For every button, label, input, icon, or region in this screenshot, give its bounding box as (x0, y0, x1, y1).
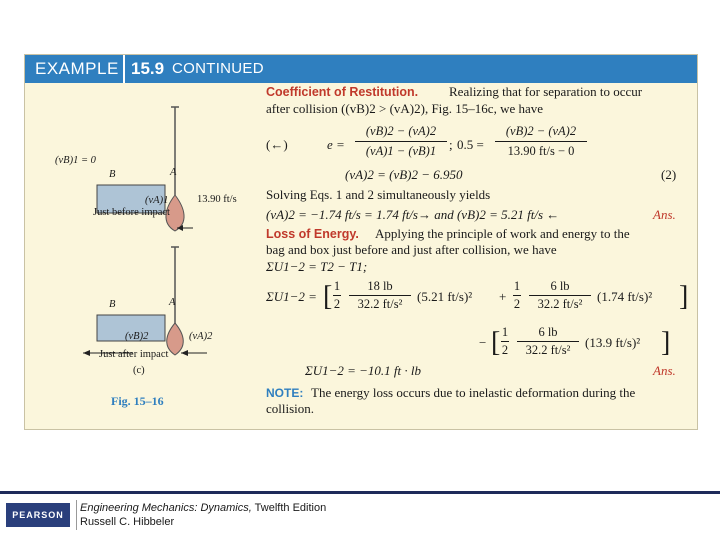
half-bar-b (513, 295, 521, 296)
book-title (80, 502, 326, 514)
ans-energy: Ans. (653, 363, 676, 378)
ans-velocity: Ans. (653, 207, 676, 222)
frac-b-bar (529, 295, 591, 296)
energy-heading: Loss of Energy. (266, 227, 359, 241)
example-label: EXAMPLE (35, 59, 119, 78)
half-den-b: 2 (513, 297, 521, 311)
frac1-bar (355, 141, 447, 142)
va2-label: (vA)2 (189, 331, 213, 342)
equation-2-number: (2) (661, 167, 677, 182)
velocity-results: (vA)2 = −1.74 ft/s = 1.74 ft/s→ and (vB)2 = 5.21 ft/s ← (266, 207, 560, 222)
energy-intro-1: Applying the principle of work and energy to the (375, 226, 630, 241)
frac2-denominator: 13.90 ft/s − 0 (507, 144, 575, 158)
bracket-close-a: ] (679, 281, 689, 312)
restitution-heading: Coefficient of Restitution. (266, 85, 419, 99)
frac2-numerator: (vB)2 − (vA)2 (505, 124, 577, 138)
box-b-bottom-label: B (109, 299, 116, 310)
velocity-arrowhead-vb2 (83, 350, 90, 356)
term-b: (1.74 ft/s)² (597, 289, 653, 304)
half-num-b: 1 (513, 279, 521, 293)
frac-b-num: 6 lb (550, 279, 570, 293)
frac-a-bar (349, 295, 411, 296)
book-author: Russell C. Hibbeler (80, 516, 175, 528)
example-panel (24, 54, 698, 430)
continued-label: CONTINUED (172, 60, 264, 77)
after-caption: Just after impact (99, 349, 169, 360)
va1-label: (vA)1 (145, 195, 169, 206)
example-header (25, 55, 697, 83)
header-divider (123, 55, 125, 83)
restitution-value: 0.5 = (457, 137, 484, 152)
vb2-label: (vB)2 (125, 331, 149, 342)
bag-a-bottom-label: A (169, 297, 176, 308)
bracket-open: [ (323, 281, 333, 312)
book-edition: Twelfth Edition (251, 502, 327, 514)
figure-sub-label: (c) (133, 365, 145, 376)
frac-c-den: 32.2 ft/s² (525, 343, 571, 357)
book-title-italic: Engineering Mechanics: Dynamics, (80, 502, 252, 514)
frac2-bar (495, 141, 587, 142)
note-label: NOTE: (266, 386, 304, 400)
figure-label: Fig. 15–16 (111, 394, 164, 408)
energy-final: ΣU1−2 = −10.1 ft · lb (305, 363, 422, 378)
half-num-a: 1 (333, 279, 341, 293)
vb1-label: (vB)1 = 0 (55, 155, 96, 166)
frac-c-num: 6 lb (538, 325, 558, 339)
term-c: (13.9 ft/s)² (585, 335, 641, 350)
half-bar-a (333, 295, 341, 296)
solving-text: Solving Eqs. 1 and 2 simultaneously yields (266, 187, 491, 202)
semicolon: ; (449, 137, 453, 152)
note-text-1: The energy loss occurs due to inelastic deformation during the (311, 385, 636, 400)
frac-c-bar (517, 341, 579, 342)
bag-a-bottom (167, 323, 184, 355)
sum-lhs: ΣU1−2 = (266, 289, 317, 304)
half-bar-c (501, 341, 509, 342)
frac1-numerator: (vB)2 − (vA)2 (365, 124, 437, 138)
example-number: 15.9 (131, 59, 165, 78)
equation-2: (vA)2 = (vB)2 − 6.950 (345, 167, 463, 182)
half-num-c: 1 (501, 325, 509, 339)
direction-sign: (←) (266, 137, 288, 152)
e-equals: e = (327, 137, 345, 152)
bracket-open-c: [ (491, 327, 501, 358)
impact-figure (25, 83, 255, 363)
bag-a-top-label: A (170, 167, 177, 178)
note-text-2: collision. (266, 401, 315, 416)
frac1-denominator: (vA)1 − (vB)1 (365, 144, 437, 158)
bracket-close-c: ] (661, 327, 671, 358)
velocity-arrowhead-va2 (181, 350, 188, 356)
plus-sign: + (499, 289, 507, 304)
frac-b-den: 32.2 ft/s² (537, 297, 583, 311)
energy-intro-2: bag and box just before and just after collision, we have (266, 242, 557, 257)
pearson-logo: PEARSON (6, 503, 70, 527)
minus-sign: − (479, 335, 487, 350)
speed-label: 13.90 ft/s (197, 194, 237, 205)
frac-a-den: 32.2 ft/s² (357, 297, 403, 311)
box-b-top-label: B (109, 169, 116, 180)
restitution-intro-2: after collision ((vB)2 > (vA)2), Fig. 15–16c, we have (266, 101, 544, 116)
half-den-c: 2 (501, 343, 509, 357)
half-den-a: 2 (333, 297, 341, 311)
before-caption: Just before impact (93, 207, 170, 218)
term-a: (5.21 ft/s)² (417, 289, 473, 304)
work-energy-equation: ΣU1−2 = T2 − T1; (266, 259, 368, 274)
footer-rule (0, 491, 720, 494)
footer-divider (76, 500, 77, 530)
frac-a-num: 18 lb (367, 279, 393, 293)
restitution-intro-1: Realizing that for separation to occur (449, 84, 643, 99)
